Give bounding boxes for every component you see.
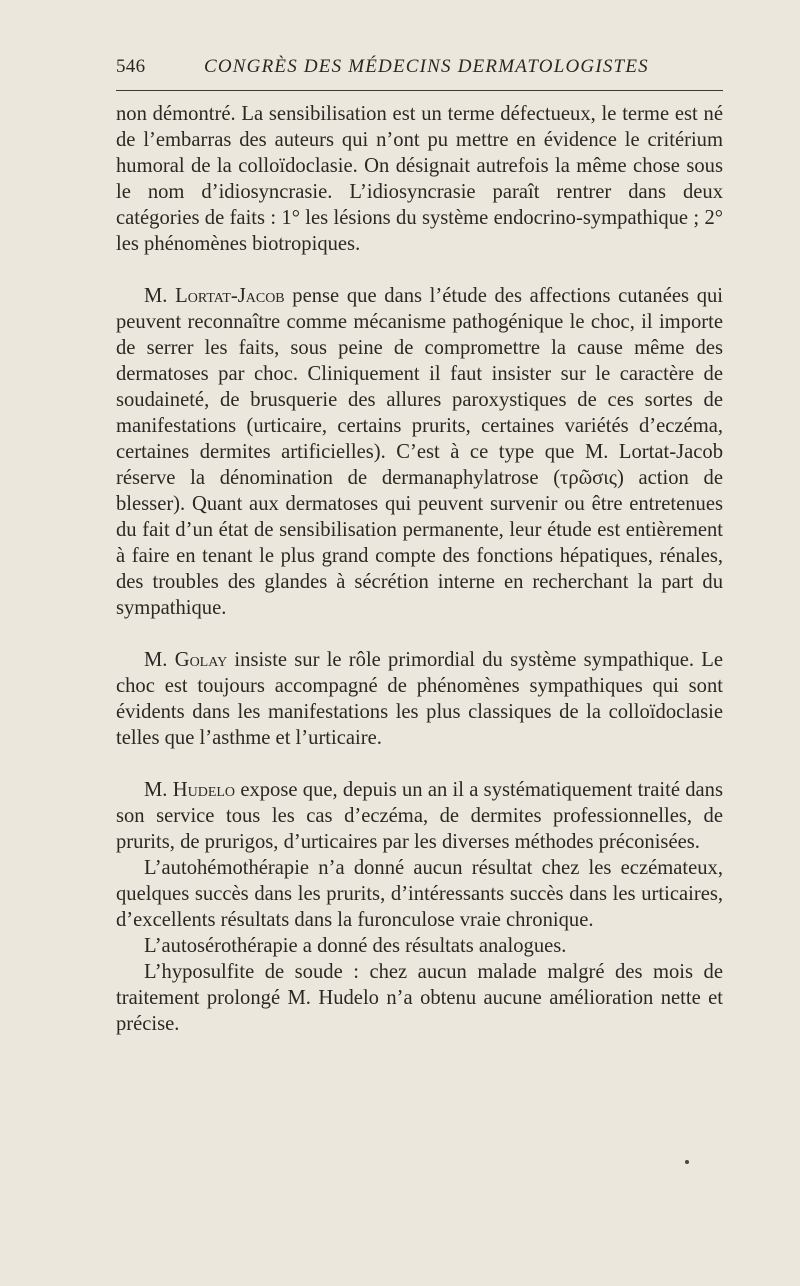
speaker-prefix: M.: [144, 779, 173, 801]
paragraph-sensibilisation: [116, 101, 723, 257]
paragraph-hyposulfite: [116, 959, 723, 1037]
paragraph-text: L’autosérothérapie a donné des résultats analogues.: [144, 935, 567, 957]
paragraph-text: L’hyposulfite de soude : chez aucun malade malgré des mois de traitement prolongé M. Hudelo n’a obtenu aucune amélioration nette et précise.: [116, 961, 723, 1035]
page-number: 546: [116, 56, 146, 77]
speaker-name: Hudelo: [172, 779, 236, 801]
body-text: [116, 101, 723, 1037]
paragraph-autohemotherapie: [116, 855, 723, 933]
paragraph-text: insiste sur le rôle primordial du système sympathique. Le choc est toujours accompagné de phénomènes sympathiques qui sont évidents dans les manifestations les plus classiques de la colloïdoclasie telles que l’asthme et l’urticaire.: [116, 649, 723, 749]
paragraph-autoserotherapie: [116, 933, 723, 959]
speaker-prefix: M.: [144, 285, 176, 307]
paragraph-lortat-jacob: [116, 283, 723, 621]
speaker-name: Golay: [174, 649, 228, 671]
header-rule: [116, 90, 723, 91]
ink-speck: [685, 1160, 689, 1164]
paragraph-text: pense que dans l’étude des affections cutanées qui peuvent reconnaître comme mécanisme pathogénique le choc, il importe de serrer les faits, sous peine de compromettre la cause même des dermatoses par choc. Cliniquement il faut insister sur le caractère de soudaineté, de brusquerie des allures paroxystiques de ces sortes de manifestations (urticaire, certains prurits, certaines variétés d’eczéma, certaines dermites artificielles). C’est à ce type que M. Lortat-Jacob réserve la dénomination de dermanaphylatrose (τρῶσις) action de blesser). Quant aux dermatoses qui peuvent survenir ou être entretenues du fait d’un état de sensibilisation permanente, leur étude est entièrement à faire en tenant le plus grand compte des fonctions hépatiques, rénales, des troubles des glandes à sécrétion interne en recherchant la part du sympathique.: [116, 285, 724, 619]
paragraph-text: expose que, depuis un an il a systématiquement traité dans son service tous les cas d’eczéma, de dermites professionnelles, de prurits, de prurigos, d’urticaires par les diverses méthodes préconisées.: [116, 779, 723, 853]
paragraph-golay: [116, 647, 723, 751]
paragraph-text: non démontré. La sensibilisation est un terme défectueux, le terme est né de l’embarras des auteurs qui n’ont pu mettre en évidence le critérium humoral de la colloïdoclasie. On désignait autrefois la même chose sous le nom d’idiosyncrasie. L’idiosyncrasie paraît rentrer dans deux catégories de faits : 1° les lésions du système endocrino-sympathique ; 2° les phénomènes biotropiques.: [116, 103, 723, 255]
speaker-prefix: M.: [144, 649, 175, 671]
paragraph-text: L’autohémothérapie n’a donné aucun résultat chez les eczémateux, quelques succès dans les prurits, d’intéressants succès dans les urticaires, d’excellents résultats dans la furonculose vraie chronique.: [116, 857, 723, 931]
paragraph-hudelo: [116, 777, 723, 855]
speaker-name: Lortat-Jacob: [175, 285, 285, 307]
page-header: [116, 56, 724, 86]
running-title: CONGRÈS DES MÉDECINS DERMATOLOGISTES: [204, 56, 649, 77]
